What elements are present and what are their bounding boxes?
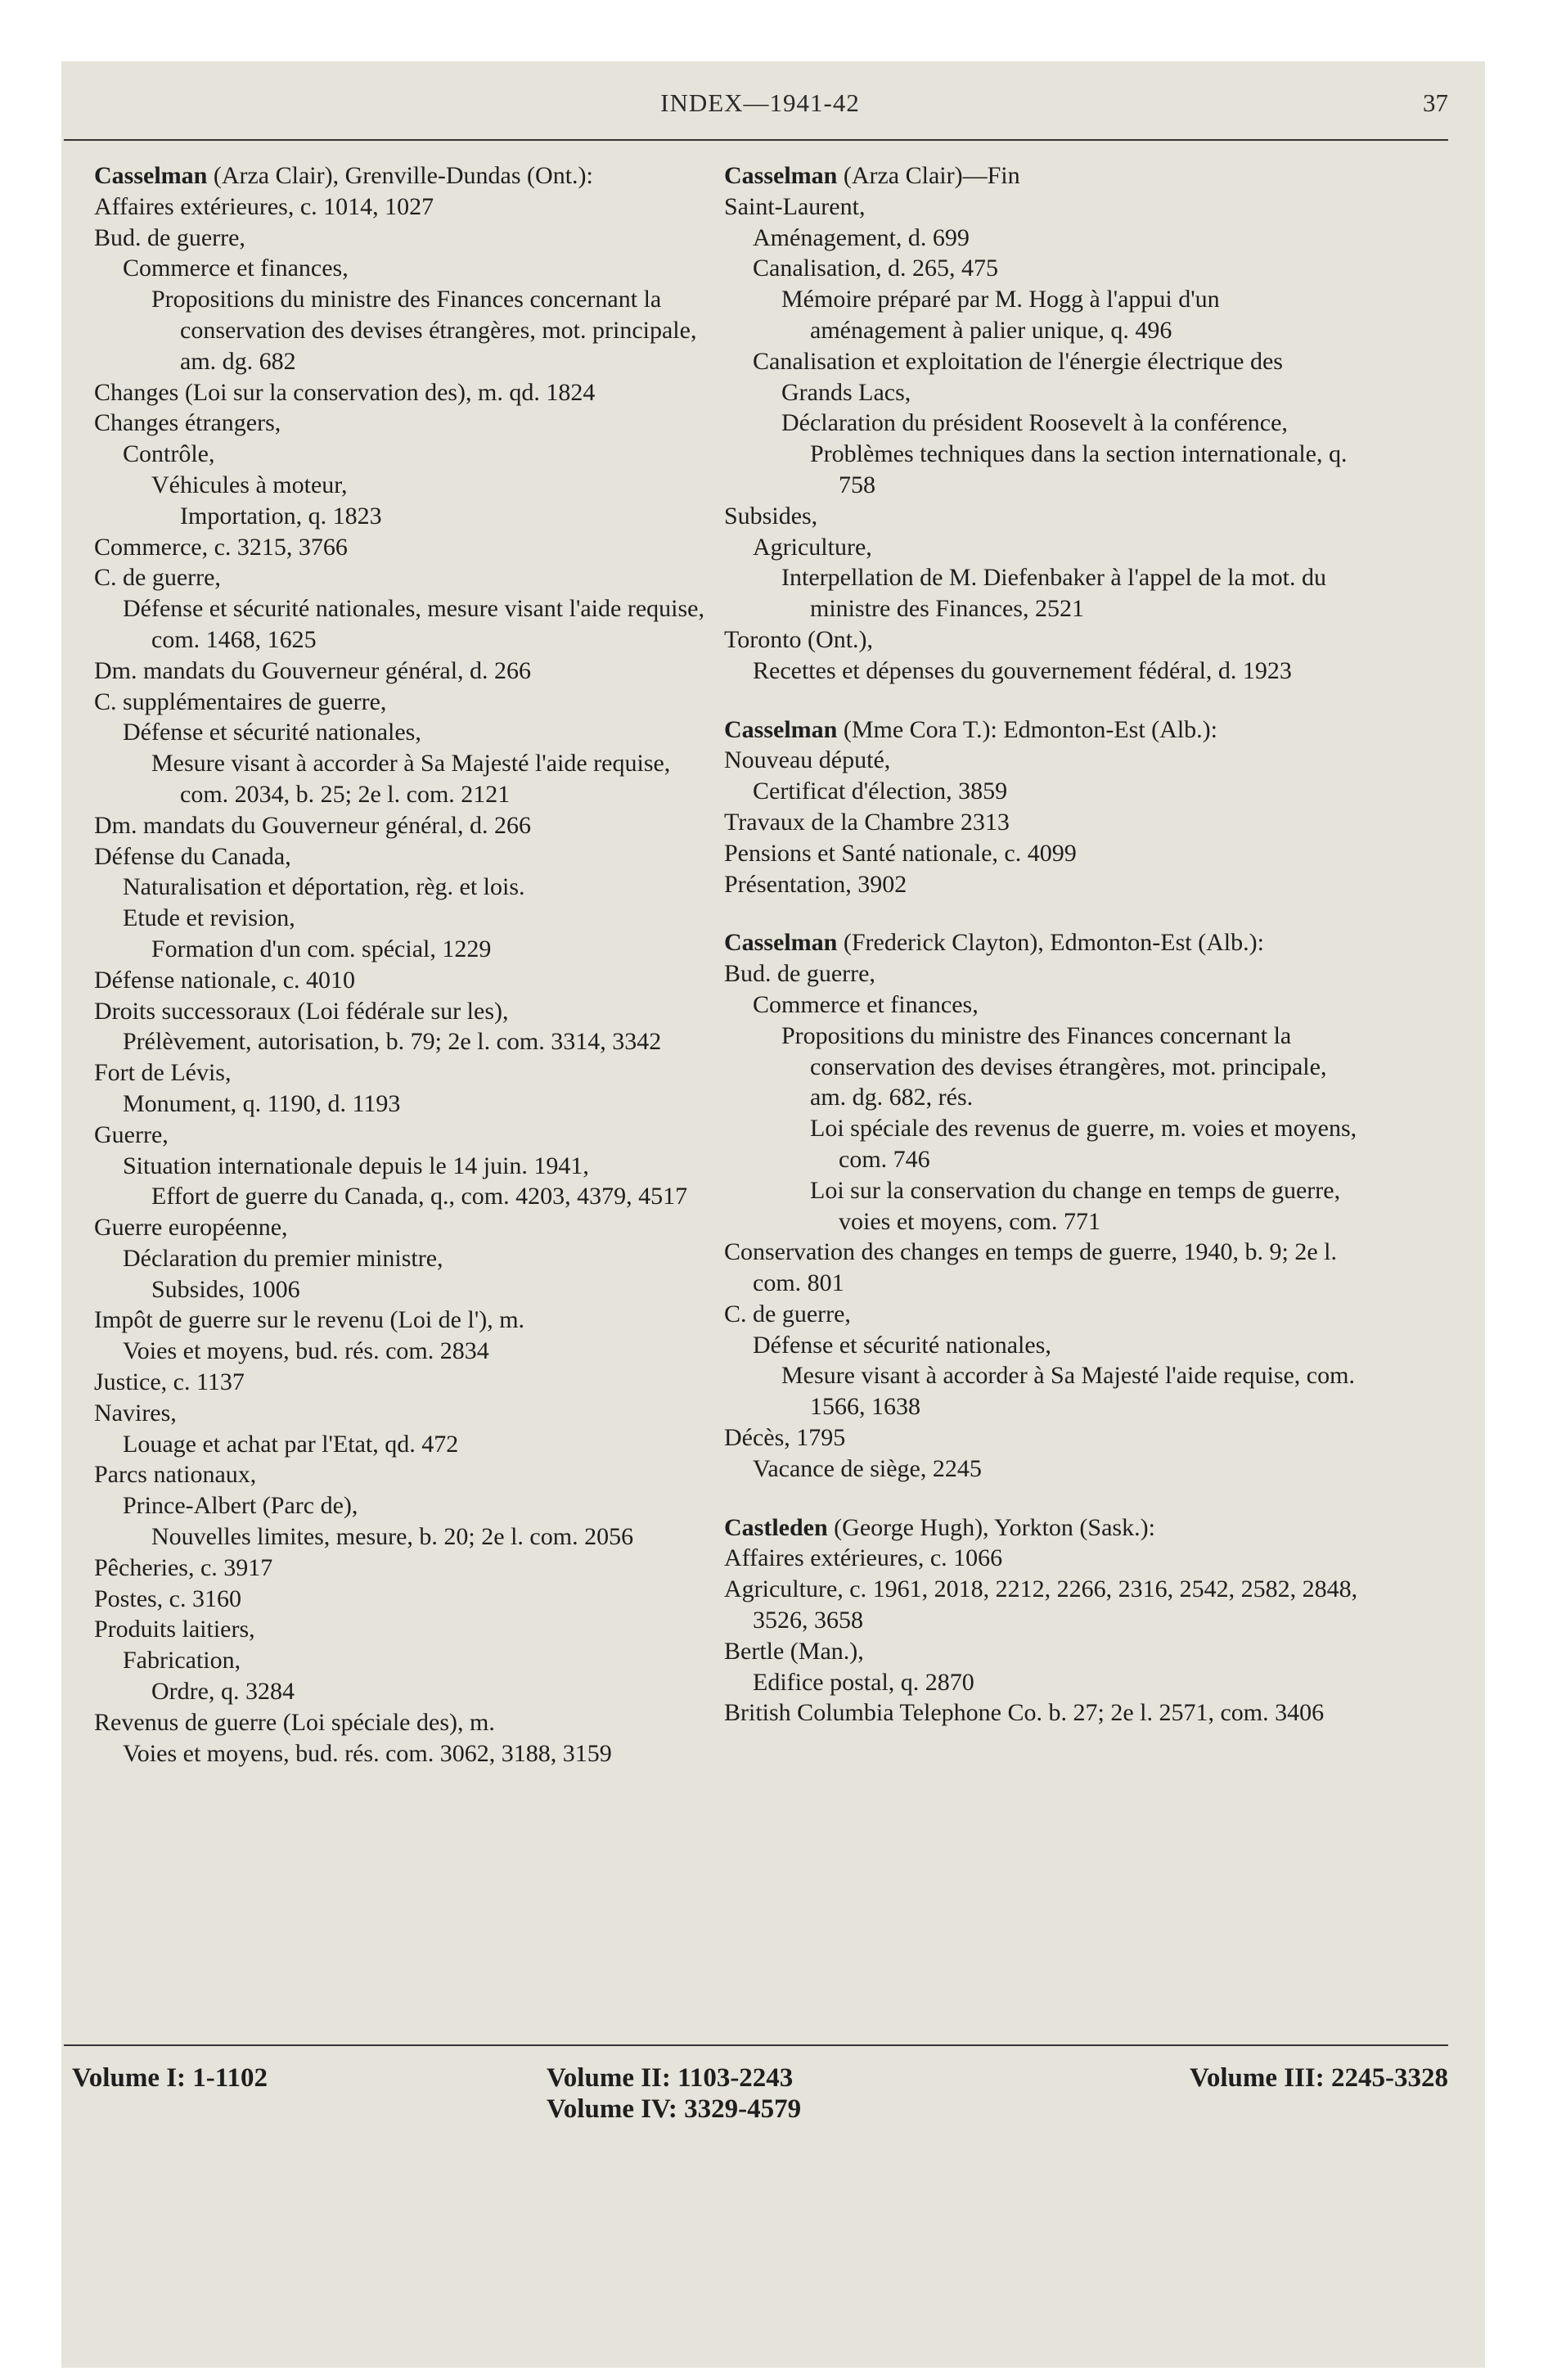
entry-text: Navires, (94, 1399, 177, 1427)
entry-text: Saint-Laurent, (724, 192, 866, 220)
entry-text: Bud. de guerre, (724, 960, 875, 988)
index-entry (94, 284, 724, 376)
index-entry (724, 532, 1358, 563)
index-entry (94, 377, 724, 408)
entry-text: Bud. de guerre, (94, 223, 245, 251)
index-entry (94, 501, 724, 532)
index-entry (94, 1089, 724, 1120)
entry-name: Casselman (94, 162, 208, 189)
index-entry (724, 776, 1358, 807)
index-entry (724, 501, 1358, 532)
index-entry (724, 1175, 1358, 1237)
index-entry (724, 1574, 1358, 1636)
entry-text: Vacance de siège, 2245 (753, 1454, 982, 1482)
index-entry (94, 1553, 724, 1584)
entry-text: Interpellation de M. Diefenbaker à l'appel de la mot. du ministre des Finances, 2521 (781, 564, 1326, 623)
index-heading-entry (724, 927, 1358, 958)
entry-text: Loi spéciale des revenus de guerre, m. voies et moyens, com. 746 (810, 1115, 1357, 1173)
entry-text: Problèmes techniques dans la section internationale, q. 758 (810, 440, 1348, 498)
index-entry (724, 624, 1358, 656)
index-heading-entry (724, 1512, 1358, 1544)
index-entry (94, 1584, 724, 1615)
index-entry (724, 346, 1358, 408)
entry-text: Impôt de guerre sur le revenu (Loi de l'), m. (94, 1306, 525, 1334)
index-entry (724, 1667, 1358, 1698)
entry-text: Défense et sécurité nationales, mesure visant l'aide requise, com. 1468, 1625 (123, 595, 704, 653)
entry-text: Certificat d'élection, 3859 (753, 778, 1008, 805)
index-entry (94, 1120, 724, 1151)
index-entry (94, 1459, 724, 1490)
entry-text: Ordre, q. 3284 (151, 1678, 295, 1706)
entry-text: Dm. mandats du Gouverneur général, d. 266 (94, 656, 532, 684)
index-entry (94, 934, 724, 965)
volume-4-range: Volume IV: 3329-4579 (547, 2094, 802, 2124)
entry-text: C. de guerre, (724, 1300, 851, 1327)
entry-text: Commerce et finances, (753, 990, 979, 1018)
entry-text: Travaux de la Chambre 2313 (724, 808, 1010, 836)
index-entry (94, 1305, 724, 1336)
index-entry (94, 1738, 724, 1769)
entry-spacer (724, 687, 1358, 714)
volume-2-range: Volume II: 1103-2243 (547, 2063, 794, 2093)
index-entry (724, 253, 1358, 284)
index-entry (724, 1636, 1358, 1667)
entry-text: Affaires extérieures, c. 1014, 1027 (94, 192, 434, 220)
entry-text: Produits laitiers, (94, 1616, 255, 1643)
index-entry (724, 562, 1358, 624)
index-entry (724, 408, 1358, 439)
entry-text: Changes (Loi sur la conservation des), m. qd. 1824 (94, 378, 596, 406)
entry-text: (George Hugh), Yorkton (Sask.): (827, 1513, 1155, 1541)
index-entry (94, 593, 724, 656)
entry-text: Subsides, (724, 502, 818, 530)
index-heading-entry (724, 714, 1358, 746)
entry-text: (Frederick Clayton), Edmonton-Est (Alb.): (837, 929, 1264, 957)
index-entry (94, 1243, 724, 1274)
entry-text: Déclaration du premier ministre, (123, 1244, 443, 1272)
index-heading-entry (94, 160, 724, 192)
index-entry (94, 1367, 724, 1398)
entry-text: Nouveau député, (724, 746, 891, 774)
entry-text: Agriculture, (753, 533, 872, 561)
entry-name: Casselman (724, 929, 838, 957)
index-entry (94, 1707, 724, 1738)
entry-text: (Arza Clair), Grenville-Dundas (Ont.): (207, 162, 593, 189)
entry-text: Mesure visant à accorder à Sa Majesté l'aide requise, com. 2034, b. 25; 2e l. com. 2121 (151, 750, 671, 808)
entry-text: Prélèvement, autorisation, b. 79; 2e l. com. 3314, 3342 (123, 1028, 662, 1056)
entry-text: Canalisation, d. 265, 475 (753, 255, 998, 282)
index-entry (94, 687, 724, 718)
index-entry (94, 965, 724, 996)
index-entry (94, 223, 724, 254)
index-entry (724, 439, 1358, 501)
index-entry (724, 1454, 1358, 1485)
entry-text: Justice, c. 1137 (94, 1368, 245, 1396)
footer-rule (64, 2044, 1448, 2046)
entry-text: Monument, q. 1190, d. 1193 (123, 1089, 401, 1117)
volume-3-range: Volume III: 2245-3328 (1190, 2063, 1448, 2093)
index-column-right (724, 160, 1358, 1729)
entry-text: Formation d'un com. spécial, 1229 (151, 935, 492, 962)
entry-text: Prince-Albert (Parc de), (123, 1492, 358, 1520)
entry-name: Casselman (724, 162, 838, 189)
index-entry (724, 989, 1358, 1021)
index-entry (94, 562, 724, 593)
entry-text: Importation, q. 1823 (180, 502, 382, 530)
index-entry (94, 1614, 724, 1645)
entry-text: British Columbia Telephone Co. b. 27; 2e l. 2571, com. 3406 (724, 1699, 1325, 1727)
index-entry (94, 1057, 724, 1089)
entry-text: Défense et sécurité nationales, (753, 1331, 1051, 1359)
entry-text: Commerce, c. 3215, 3766 (94, 533, 348, 561)
entry-text: Dm. mandats du Gouverneur général, d. 266 (94, 811, 532, 839)
index-entry (94, 1398, 724, 1429)
index-entry (724, 869, 1358, 900)
entry-text: Défense et sécurité nationales, (123, 719, 421, 746)
entry-text: Mémoire préparé par M. Hogg à l'appui d'un aménagement à palier unique, q. 496 (781, 286, 1220, 344)
index-entry (724, 1330, 1358, 1361)
entry-text: Agriculture, c. 1961, 2018, 2212, 2266, 2316, 2542, 2582, 2848, 3526, 3658 (724, 1575, 1358, 1634)
index-entry (94, 903, 724, 934)
entry-text: C. de guerre, (94, 564, 221, 592)
index-entry (94, 470, 724, 501)
entry-text: (Arza Clair)—Fin (837, 162, 1020, 189)
entry-text: Pensions et Santé nationale, c. 4099 (724, 839, 1077, 867)
entry-text: Toronto (Ont.), (724, 625, 874, 653)
entry-text: Droits successoraux (Loi fédérale sur les), (94, 997, 509, 1025)
entry-text: Edifice postal, q. 2870 (753, 1668, 974, 1696)
entry-text: Louage et achat par l'Etat, qd. 472 (123, 1430, 459, 1458)
index-entry (724, 1543, 1358, 1574)
entry-text: Véhicules à moteur, (151, 471, 348, 498)
entry-name: Castleden (724, 1513, 828, 1541)
entry-text: Nouvelles limites, mesure, b. 20; 2e l. com. 2056 (151, 1523, 634, 1551)
index-entry (724, 745, 1358, 776)
index-entry (94, 1181, 724, 1212)
entry-text: Commerce et finances, (123, 255, 349, 282)
entry-text: Mesure visant à accorder à Sa Majesté l'aide requise, com. 1566, 1638 (781, 1362, 1355, 1421)
entry-text: Situation internationale depuis le 14 juin. 1941, (123, 1152, 589, 1179)
index-entry (724, 1697, 1358, 1729)
index-entry (724, 1299, 1358, 1330)
index-entry (724, 807, 1358, 838)
index-entry (94, 656, 724, 687)
running-title: INDEX—1941-42 (660, 88, 860, 117)
index-entry (94, 1336, 724, 1367)
index-entry (94, 717, 724, 748)
index-entry (94, 996, 724, 1027)
entry-text: (Mme Cora T.): Edmonton-Est (Alb.): (837, 715, 1217, 743)
index-entry (724, 958, 1358, 989)
entry-text: Défense du Canada, (94, 842, 291, 870)
entry-text: Fort de Lévis, (94, 1059, 232, 1087)
index-entry (94, 841, 724, 872)
index-entry (94, 1429, 724, 1460)
index-entry (94, 810, 724, 841)
index-entry (94, 253, 724, 284)
index-entry (724, 223, 1358, 254)
entry-text: Guerre européenne, (94, 1214, 288, 1242)
entry-spacer (724, 1485, 1358, 1512)
index-entry (94, 408, 724, 439)
index-entry (724, 656, 1358, 687)
entry-text: Recettes et dépenses du gouvernement fédéral, d. 1923 (753, 656, 1292, 684)
entry-spacer (724, 899, 1358, 927)
index-entry (724, 1422, 1358, 1454)
index-entry (724, 1113, 1358, 1175)
index-entry (724, 1360, 1358, 1422)
volume-2-4-ranges (547, 2062, 801, 2125)
entry-text: Propositions du ministre des Finances concernant la conservation des devises étrangères, mot. principale, am. dg. 682 (151, 286, 697, 375)
entry-text: Naturalisation et déportation, règ. et lois. (123, 873, 525, 901)
entry-name: Casselman (724, 715, 838, 743)
entry-text: Défense nationale, c. 4010 (94, 966, 356, 994)
page-header (72, 88, 1448, 121)
entry-text: Contrôle, (123, 440, 215, 468)
entry-text: Affaires extérieures, c. 1066 (724, 1544, 1003, 1572)
index-entry (94, 1490, 724, 1521)
index-column-left (94, 160, 724, 1769)
index-entry (94, 872, 724, 903)
index-entry (94, 192, 724, 223)
entry-text: Présentation, 3902 (724, 870, 907, 898)
index-entry (94, 748, 724, 810)
entry-text: Décès, 1795 (724, 1424, 846, 1452)
index-entry (724, 1237, 1358, 1299)
entry-text: Fabrication, (123, 1647, 241, 1675)
entry-text: Revenus de guerre (Loi spéciale des), m. (94, 1708, 495, 1736)
volume-1-range: Volume I: 1-1102 (72, 2063, 268, 2093)
entry-text: Postes, c. 3160 (94, 1584, 241, 1612)
entry-text: Canalisation et exploitation de l'énergie électrique des Grands Lacs, (753, 347, 1283, 406)
entry-text: Changes étrangers, (94, 409, 281, 437)
entry-text: Guerre, (94, 1120, 169, 1148)
page-number: 37 (1423, 88, 1448, 117)
header-rule (64, 139, 1448, 141)
index-entry (94, 1151, 724, 1182)
entry-text: Subsides, 1006 (151, 1275, 300, 1303)
entry-text: C. supplémentaires de guerre, (94, 687, 387, 715)
index-entry (94, 1521, 724, 1553)
entry-text: Aménagement, d. 699 (753, 223, 970, 251)
index-entry (94, 1026, 724, 1057)
index-entry (724, 1021, 1358, 1113)
index-entry (94, 439, 724, 470)
entry-text: Bertle (Man.), (724, 1637, 864, 1665)
entry-text: Etude et revision, (123, 904, 295, 932)
entry-text: Propositions du ministre des Finances concernant la conservation des devises étrangères, mot. principale, am. dg. 682, rés. (781, 1021, 1327, 1111)
index-entry (724, 192, 1358, 223)
index-entry (94, 532, 724, 563)
entry-text: Pêcheries, c. 3917 (94, 1553, 273, 1581)
entry-text: Voies et moyens, bud. rés. com. 2834 (123, 1337, 489, 1365)
entry-text: Effort de guerre du Canada, q., com. 4203, 4379, 4517 (151, 1183, 688, 1210)
index-entry (94, 1212, 724, 1243)
entry-text: Voies et moyens, bud. rés. com. 3062, 3188, 3159 (123, 1739, 612, 1767)
index-entry (724, 838, 1358, 869)
index-heading-entry (724, 160, 1358, 192)
entry-text: Loi sur la conservation du change en temps de guerre, voies et moyens, com. 771 (810, 1176, 1341, 1235)
index-entry (94, 1645, 724, 1676)
entry-text: Parcs nationaux, (94, 1461, 257, 1489)
entry-text: Déclaration du président Roosevelt à la conférence, (781, 409, 1288, 437)
index-entry (94, 1676, 724, 1707)
entry-text: Conservation des changes en temps de guerre, 1940, b. 9; 2e l. com. 801 (724, 1238, 1337, 1297)
index-entry (724, 284, 1358, 346)
index-entry (94, 1274, 724, 1305)
